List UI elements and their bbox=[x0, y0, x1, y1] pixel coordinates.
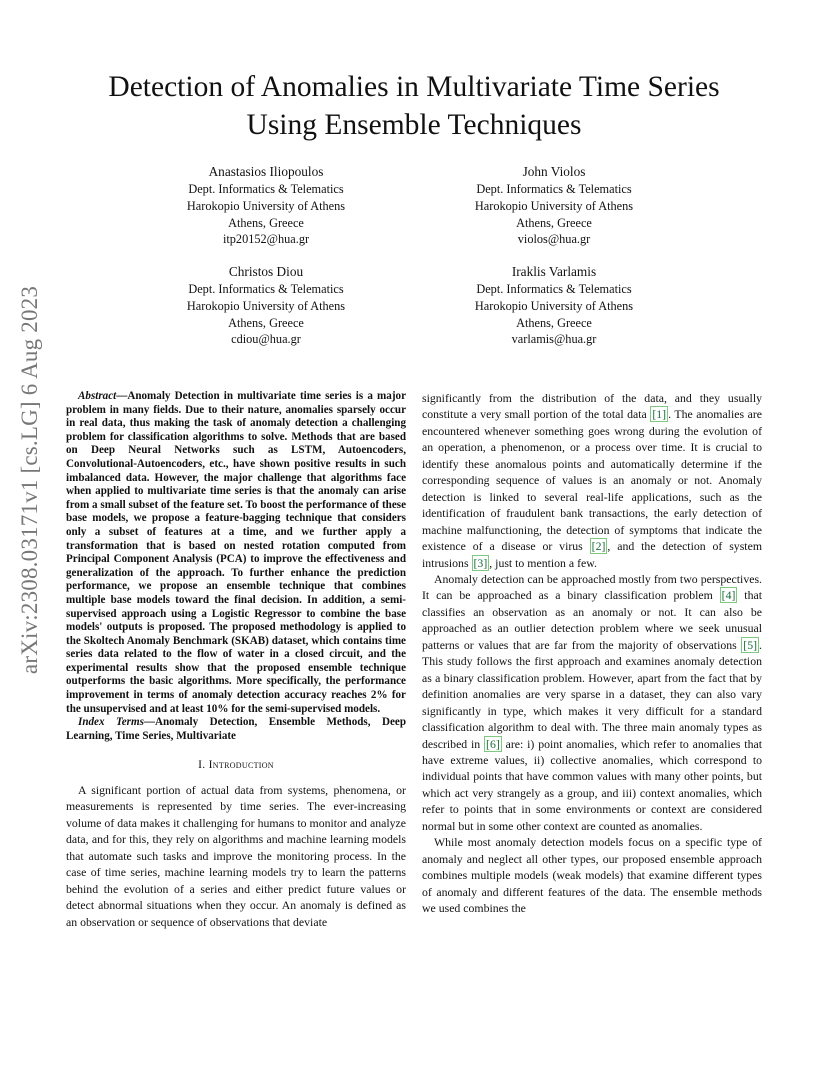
author-email: varlamis@hua.gr bbox=[511, 332, 597, 347]
abstract-text: Anomaly Detection in multivariate time series is a major problem in many fields. Due to their nature, anomalies sparsely occur in real data, thus making the task of anomaly detection a challenging problem for classification algorithms to solve. Methods that are based on Deep Neural Networks such as LSTM, Autoencoders, Convolutional-Autoencoders, etc., have shown positive results in such imbalanced data. However, the major challenge that algorithms face when applied to multivariate time series is that the anomaly can arise from a small subset of the feature set. To boost the performance of these base models, we propose a feature-bagging technique that considers only a subset of features at a time, and we further apply a transformation that is based on nested rotation computed from Principal Component Analysis (PCA) to improve the effectiveness and generalization of the approach. To further enhance the prediction performance, we propose an ensemble technique that combines multiple base models toward the final decision. In addition, a semi-supervised approach using a Logistic Regressor to combine the base models' outputs is proposed. The proposed methodology is applied to the Skoltech Anomaly Benchmark (SKAB) dataset, which contains time series data related to the flow of water in a closed circuit, and the experimental results show that the proposed ensemble technique outperforms the basic algorithms. More specifically, the performance improvement in terms of anomaly detection accuracy reaches 2% for the unsupervised and at least 10% for the semi-supervised models. bbox=[66, 390, 406, 715]
author-name: Anastasios Iliopoulos bbox=[208, 164, 324, 179]
author-name: John Violos bbox=[522, 164, 586, 179]
author-dept: Dept. Informatics & Telematics bbox=[188, 282, 344, 296]
author-block-3 bbox=[116, 263, 416, 348]
paper-title: Detection of Anomalies in Multivariate Time Series Using Ensemble Techniques bbox=[108, 71, 720, 141]
author-block-4 bbox=[404, 263, 704, 348]
arxiv-identifier bbox=[10, 285, 50, 675]
intro-paragraph-2: Anomaly detection can be approached mostly from two perspectives. It can be approached as a binary classification problem [4] that classifies an observation as an anomaly or not. It can also be approached as an outlier detection problem where we seek unusual patterns or values that are far from the majority of observations [5] . This study follows the first approach and examines anomaly detection as a binary classification problem. However, apart from the fact that by definition anomalies are very sparse in a dataset, they can also vary significantly in type, which makes it very difficult for a standard classification algorithm to deal with. The three main anomaly types as described in [6] are: i) point anomalies, which refer to anomalies that have extreme values, ii) collective anomalies, which correspond to individual points that have common values with many other points, but which act very strangely as a group, and iii) context anomalies, which refer to points that in some environments or context are considered normal but in some other context are counted as anomalies. bbox=[422, 571, 762, 833]
citation-link[interactable]: [4] bbox=[721, 588, 736, 603]
author-city: Athens, Greece bbox=[228, 215, 304, 230]
author-email: violos@hua.gr bbox=[517, 232, 591, 247]
index-terms: Index Terms—Anomaly Detection, Ensemble Methods, Deep Learning, Time Series, Multivariate bbox=[66, 716, 406, 742]
citation-link[interactable]: [3] bbox=[473, 555, 488, 570]
abstract: Abstract—Anomaly Detection in multivariate time series is a major problem in many fields. Due to their nature, anomalies sparsely occur in real data, thus making the task of anomaly detection a challenging problem for classification algorithms to solve. Methods that are based on Deep Neural Networks such as LSTM, Autoencoders, Convolutional-Autoencoders, etc., have shown positive results in such imbalanced data. However, the major challenge that algorithms face when applied to multivariate time series is that the anomaly can arise from a small subset of the feature set. To boost the performance of these base models, we propose a feature-bagging technique that considers only a subset of features at a time, and we further apply a transformation that is based on nested rotation computed from Principal Component Analysis (PCA) to improve the effectiveness and generalization of the approach. To further enhance the prediction performance, we propose an ensemble technique that combines multiple base models toward the final decision. In addition, a semi-supervised approach using a Logistic Regressor to combine the base models' outputs is proposed. The proposed methodology is applied to the Skoltech Anomaly Benchmark (SKAB) dataset, which contains time series data related to the flow of water in a closed circuit, and the experimental results show that the proposed ensemble technique outperforms the basic algorithms. More specifically, the performance improvement in terms of anomaly detection accuracy reaches 2% for the unsupervised and at least 10% for the semi-supervised models. bbox=[66, 390, 406, 715]
index-terms-label: Index Terms bbox=[78, 716, 144, 729]
section-heading: I. Introduction bbox=[198, 758, 274, 772]
author-city: Athens, Greece bbox=[228, 315, 304, 330]
citation-link[interactable]: [2] bbox=[591, 539, 606, 554]
citation-link[interactable]: [1] bbox=[652, 407, 667, 422]
right-column bbox=[422, 390, 762, 917]
index-terms-text: Anomaly Detection, Ensemble Methods, Deep Learning, Time Series, Multivariate bbox=[66, 716, 406, 742]
author-email: cdiou@hua.gr bbox=[231, 332, 301, 347]
author-name: Iraklis Varlamis bbox=[511, 264, 597, 279]
author-email: itp20152@hua.gr bbox=[222, 232, 310, 247]
author-univ: Harokopio University of Athens bbox=[474, 198, 634, 213]
author-dept: Dept. Informatics & Telematics bbox=[476, 282, 632, 296]
author-dept: Dept. Informatics & Telematics bbox=[476, 182, 632, 196]
author-univ: Harokopio University of Athens bbox=[474, 298, 634, 313]
author-dept: Dept. Informatics & Telematics bbox=[188, 182, 344, 196]
left-column bbox=[66, 390, 406, 930]
intro-paragraph: A significant portion of actual data from systems, phenomena, or measurements is represented by time series. The ever-increasing volume of data makes it challenging for humans to monitor and analyze data, and for this, they rely on algorithms and machine learning models that automate such tasks and improve the monitoring process. In the case of time series, machine learning models try to learn the patterns behind the evolution of a series and either predict future values or detect abnormal situations when they occur. An anomaly is defined as an observation or sequence of observations that deviate bbox=[66, 782, 406, 929]
author-univ: Harokopio University of Athens bbox=[186, 198, 346, 213]
arxiv-id-text: arXiv:2308.03171v1 [cs.LG] 6 Aug 2023 bbox=[17, 285, 42, 675]
author-block-2 bbox=[404, 163, 704, 248]
author-block-1 bbox=[116, 163, 416, 248]
citation-link[interactable]: [5] bbox=[743, 637, 758, 652]
author-univ: Harokopio University of Athens bbox=[186, 298, 346, 313]
author-city: Athens, Greece bbox=[516, 315, 592, 330]
abstract-label: Abstract bbox=[78, 390, 117, 402]
intro-paragraph-3: While most anomaly detection models focus on a specific type of anomaly and neglect all other types, our proposed ensemble approach combines multiple models (weak models) that examine different types of anomaly and different features of the data. The ensemble methods we used combines the bbox=[422, 835, 762, 916]
intro-paragraph-continued: significantly from the distribution of the data, and they usually constitute a very small portion of the total data [1] . The anomalies are encountered whenever something goes wrong during the evolution of an operation, a phenomenon, or a process over time. It is crucial to identify these anomalous points and automatically determine if the corresponding sequence of values is an anomaly or not. Anomaly detection is linked to several real-life applications, such as the identification of fraudulent bank transactions, the early detection of machine malfunctioning, the detection of symptoms that indicate the existence of a disease or virus [2] , and the detection of system intrusions [3] , just to mention a few. bbox=[422, 391, 762, 570]
author-city: Athens, Greece bbox=[516, 215, 592, 230]
author-name: Christos Diou bbox=[228, 264, 304, 279]
citation-link[interactable]: [6] bbox=[486, 736, 500, 751]
